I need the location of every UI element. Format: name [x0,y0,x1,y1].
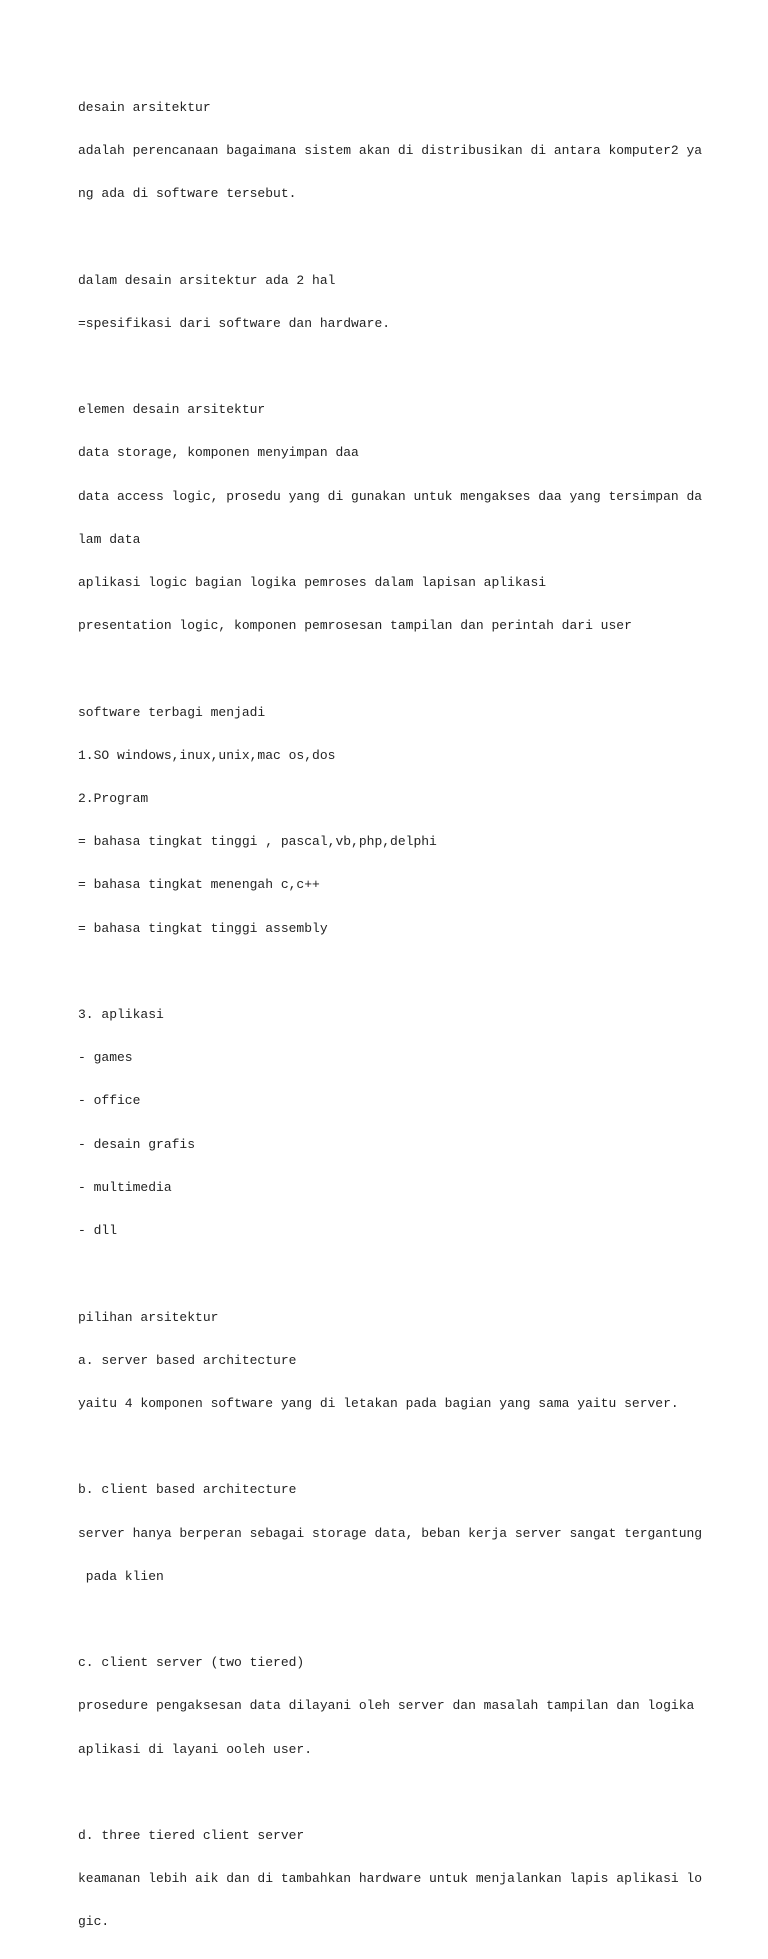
text-line: lam data [78,531,141,547]
text-line: aplikasi logic bagian logika pemroses dalam lapisan aplikasi [78,575,547,591]
text-line: - games [78,1050,133,1066]
text-line: 2.Program [78,791,149,807]
document-text [78,72,718,1959]
blank-line [78,1786,718,1800]
text-line: = bahasa tingkat menengah c,c++ [78,877,320,893]
text-line: c. client server (two tiered) [78,1655,305,1671]
text-line: desain arsitektur [78,99,211,115]
text-line: - multimedia [78,1179,172,1195]
text-line: =spesifikasi dari software dan hardware. [78,315,391,331]
text-line: b. client based architecture [78,1482,297,1498]
text-line: aplikasi di layani ooleh user. [78,1741,313,1757]
blank-line [78,360,718,374]
text-line: pilihan arsitektur [78,1309,219,1325]
text-line: adalah perencanaan bagaimana sistem akan di distribusikan di antara komputer2 ya [78,143,703,159]
text-line: - office [78,1093,141,1109]
text-line: presentation logic, komponen pemrosesan tampilan dan perintah dari user [78,618,632,634]
text-line: d. three tiered client server [78,1827,305,1843]
text-line: prosedure pengaksesan data dilayani oleh server dan masalah tampilan dan logika [78,1698,695,1714]
text-line: data storage, komponen menyimpan daa [78,445,359,461]
text-line: yaitu 4 komponen software yang di letakan pada bagian yang sama yaitu server. [78,1395,679,1411]
text-line: = bahasa tingkat tinggi assembly [78,920,328,936]
text-line: elemen desain arsitektur [78,402,266,418]
text-line: 1.SO windows,inux,unix,mac os,dos [78,747,336,763]
blank-line [78,1613,718,1627]
blank-line [78,230,718,244]
text-line: pada klien [78,1568,164,1584]
text-line: keamanan lebih aik dan di tambahkan hardware untuk menjalankan lapis aplikasi lo [78,1871,703,1887]
text-line: 3. aplikasi [78,1007,164,1023]
text-line: dalam desain arsitektur ada 2 hal [78,272,336,288]
text-line: data access logic, prosedu yang di gunakan untuk mengakses daa yang tersimpan da [78,488,703,504]
blank-line [78,662,718,676]
blank-line [78,965,718,979]
text-line: server hanya berperan sebagai storage data, beban kerja server sangat tergantung [78,1525,703,1541]
blank-line [78,1440,718,1454]
text-line: ng ada di software tersebut. [78,186,297,202]
blank-line [78,1267,718,1281]
text-line: = bahasa tingkat tinggi , pascal,vb,php,delphi [78,834,437,850]
text-line: - dll [78,1223,118,1239]
text-line: a. server based architecture [78,1352,297,1368]
text-line: software terbagi menjadi [78,704,266,720]
text-line: gic. [78,1914,110,1930]
text-line: - desain grafis [78,1136,196,1152]
